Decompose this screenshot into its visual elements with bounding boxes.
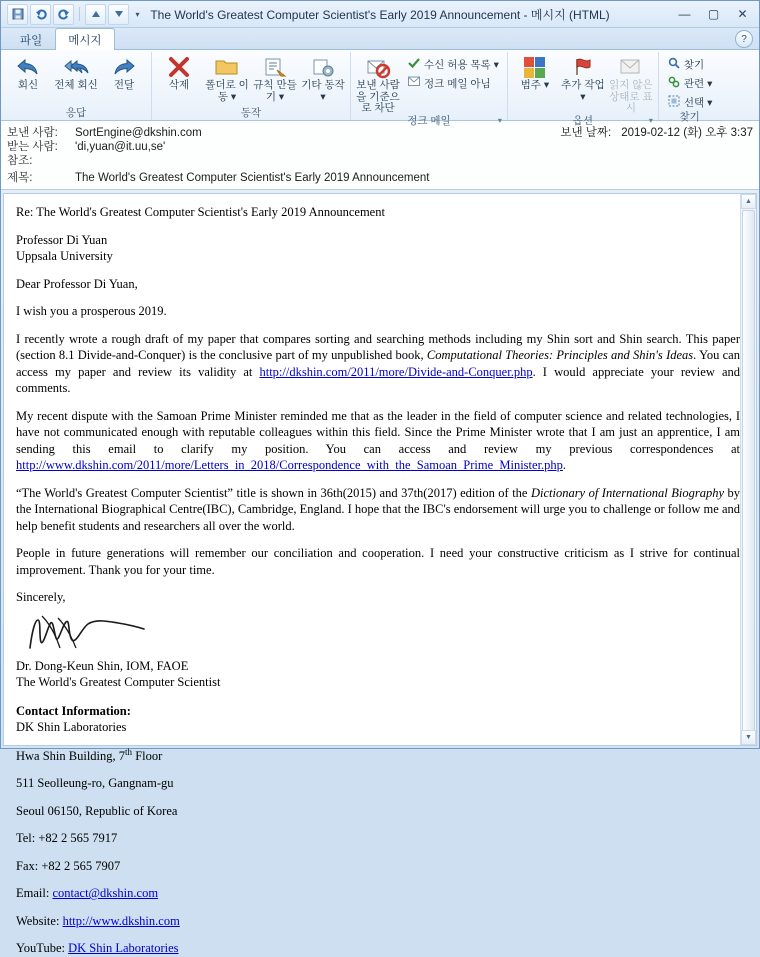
ribbon-group-junk-label	[354, 115, 504, 128]
rules-icon	[263, 55, 287, 79]
mark-unread-button[interactable]	[607, 54, 655, 115]
reply-button[interactable]	[4, 54, 52, 92]
signature-name: Dr. Dong-Keun Shin, IOM, FAOE	[16, 658, 189, 673]
floor-ordinal: th	[125, 746, 133, 757]
maximize-button[interactable]: ▢	[707, 7, 720, 21]
contact-youtube-line	[16, 940, 740, 957]
redo-icon[interactable]	[53, 4, 74, 25]
delete-label: 삭제	[168, 79, 190, 91]
forward-button[interactable]	[100, 54, 148, 92]
to-row	[7, 140, 753, 154]
body-scrollbar[interactable]	[740, 194, 756, 745]
ribbon-group-find-label: 찾기	[679, 111, 700, 123]
gear-icon	[311, 55, 335, 79]
ribbon-group-find	[659, 52, 720, 123]
paragraph-3-text-b: .	[562, 458, 567, 472]
delete-icon	[167, 55, 191, 79]
block-sender-button[interactable]	[354, 54, 402, 115]
ribbon-group-junk	[351, 52, 508, 127]
website-label: Website:	[16, 913, 63, 928]
customize-quick-access-icon[interactable]: ▾	[135, 9, 140, 19]
related-icon	[667, 76, 681, 91]
junk-label-text: 정크 메일	[407, 114, 451, 127]
signature-image	[22, 610, 152, 652]
toolbar-separator	[79, 7, 80, 21]
re-line: Re: The World's Greatest Computer Scientist's Early 2019 Announcement	[16, 205, 385, 219]
reply-icon	[15, 55, 41, 79]
categorize-label: 범주 ▾	[520, 79, 550, 91]
select-icon	[667, 95, 681, 110]
title-bar	[1, 1, 759, 28]
move-to-folder-button[interactable]	[203, 54, 251, 103]
find-button[interactable]	[664, 55, 715, 73]
help-icon[interactable]: ?	[735, 30, 753, 48]
save-icon[interactable]	[7, 4, 28, 25]
paragraph-4-text-b: by the International Biographical Centre(IBC), Cambridge, England. I hope that the IBC's endorsement will urge you to challenge or follow me and help benefit students and researchers all over the world.	[16, 485, 740, 533]
sent-block	[560, 126, 753, 140]
paragraph-5: People in future generations will remember our conciliation and cooperation. I need your constructive criticism as I strive for continual improvement. Thank you for your time.	[16, 546, 740, 577]
flag-icon	[572, 55, 594, 79]
sent-value: 2019-02-12 (화) 오후 3:37	[621, 127, 753, 139]
contact-building: Hwa Shin Building, 7	[16, 748, 126, 763]
message-body-pane	[3, 193, 757, 956]
contact-address-3: Seoul 06150, Republic of Korea	[16, 803, 178, 818]
search-icon	[667, 57, 681, 72]
floor-word: Floor	[132, 748, 163, 763]
paragraph-4	[16, 485, 740, 535]
block-icon	[366, 55, 390, 79]
select-label: 선택 ▾	[683, 96, 713, 109]
paragraph-4-text-a: “The World's Greatest Computer Scientist” title is shown in 36th(2015) and 37th(2017) edition of the	[16, 485, 531, 500]
other-actions-button[interactable]	[299, 54, 347, 103]
subject-row	[7, 171, 753, 185]
ribbon	[1, 50, 759, 127]
junk-small-commands	[402, 54, 504, 92]
safe-lists-button[interactable]	[404, 55, 502, 73]
paper-link[interactable]: http://dkshin.com/2011/more/Divide-and-Conquer.php	[259, 364, 533, 379]
create-rule-label: 규칙 만들기 ▾	[253, 79, 297, 103]
paragraph-4-book-title: Dictionary of International Biography	[530, 485, 725, 500]
not-junk-button[interactable]	[404, 74, 502, 92]
to-label: 받는 사람:	[7, 141, 58, 153]
safe-lists-label: 수신 허용 목록 ▾	[424, 58, 499, 71]
contact-address-1	[16, 747, 740, 765]
mark-unread-icon	[619, 55, 643, 79]
message-header-block	[1, 121, 759, 190]
cc-label: 참조:	[7, 155, 33, 167]
reply-all-button[interactable]	[52, 54, 100, 92]
paragraph-2	[16, 331, 740, 397]
email-link[interactable]: contact@dkshin.com	[52, 886, 159, 901]
find-label: 찾기	[683, 58, 705, 71]
options-label-text: 옵션	[572, 114, 594, 127]
youtube-label: YouTube:	[16, 941, 69, 956]
forward-label: 전달	[113, 79, 135, 91]
create-rule-button[interactable]	[251, 54, 299, 103]
options-dialog-launcher-icon[interactable]: ▾	[648, 115, 653, 125]
paragraph-2-text-c: . I would appreciate your review and comments.	[16, 364, 740, 395]
forward-icon	[111, 55, 137, 79]
find-small-commands	[662, 54, 717, 111]
to-value[interactable]: 'di,yuan@it.uu,se'	[75, 141, 166, 153]
from-value[interactable]: SortEngine@dkshin.com	[75, 127, 202, 139]
tab-message[interactable]: 메시지	[55, 28, 114, 50]
ribbon-tab-strip	[1, 28, 759, 50]
check-icon	[407, 57, 421, 72]
scroll-down-button[interactable]: ▼	[741, 730, 756, 745]
ribbon-group-options-label	[511, 115, 655, 128]
delete-button[interactable]	[155, 54, 203, 92]
subject-value: The World's Greatest Computer Scientist's Early 2019 Announcement	[75, 172, 430, 184]
folder-icon	[215, 55, 239, 79]
categorize-button[interactable]	[511, 54, 559, 92]
paragraph-2-book-title: Computational Theories: Principles and Shin's Ideas	[426, 348, 694, 362]
contact-website-line	[16, 913, 740, 930]
categories-icon	[524, 55, 545, 79]
other-actions-label: 기타 동작 ▾	[301, 79, 345, 103]
ribbon-group-options	[508, 52, 659, 127]
contact-email-line	[16, 885, 740, 902]
scroll-up-button[interactable]: ▲	[741, 194, 756, 209]
paragraph-3-text-a: My recent dispute with the Samoan Prime Minister reminded me that as the leader in the field of computer science and related technologies, I have not communicated enough with reputable colleagues within this field. Since the Prime Minister wrote that I am just an apprentice, I am sending this email to clarify my position. You can access and review my previous correspondences at	[16, 408, 740, 456]
reply-all-icon	[63, 55, 89, 79]
follow-up-button[interactable]	[559, 54, 607, 103]
message-body[interactable]	[4, 194, 756, 956]
window-title: The World's Greatest Computer Scientist's Early 2019 Announcement - 메시지 (HTML)	[150, 7, 610, 22]
scroll-thumb[interactable]	[742, 210, 755, 732]
previous-item-icon[interactable]	[85, 4, 106, 25]
addressee-org: Uppsala University	[16, 249, 113, 263]
signature-title: The World's Greatest Computer Scientist	[16, 675, 221, 689]
ribbon-group-actions	[152, 52, 351, 120]
next-item-icon[interactable]	[108, 4, 129, 25]
ribbon-group-respond	[1, 52, 152, 120]
correspondence-link[interactable]: http://www.dkshin.com/2011/more/Letters_in_2018/Correspondence_with_the_Samoan_Prime_Minister.php	[16, 458, 563, 472]
follow-up-label: 추가 작업 ▾	[561, 79, 605, 103]
contact-address-2: 511 Seolleung-ro, Gangnam-gu	[16, 776, 174, 791]
mark-unread-label: 읽지 않은 상태로 표시	[609, 79, 653, 114]
minimize-button[interactable]: —	[678, 7, 691, 21]
contact-fax: Fax: +82 2 565 7907	[16, 858, 121, 873]
envelope-icon	[407, 76, 421, 90]
not-junk-label: 정크 메일 아님	[424, 77, 491, 90]
paragraph-2-text-b: . You can access my paper and review its validity at	[16, 348, 740, 379]
ribbon-group-actions-label: 동작	[240, 107, 262, 119]
contact-heading: Contact Information:	[16, 703, 131, 718]
email-label: Email:	[16, 886, 53, 901]
junk-dialog-launcher-icon[interactable]: ▾	[497, 115, 502, 125]
select-button[interactable]	[664, 93, 715, 111]
paragraph-1: I wish you a prosperous 2019.	[16, 304, 167, 318]
addressee-name: Professor Di Yuan	[16, 232, 108, 247]
paragraph-2-text-a: I recently wrote a rough draft of my paper that compares sorting and searching methods including my Shin sort and Shin search. This paper (section 8.1 Divide-and-Conquer) is the conclusive part of my unpublished book,	[16, 331, 740, 362]
cc-row	[7, 154, 753, 168]
quick-access-toolbar	[1, 4, 144, 25]
undo-icon[interactable]	[30, 4, 51, 25]
reply-label: 회신	[17, 79, 39, 91]
paragraph-3	[16, 408, 740, 474]
reply-all-label: 전체 회신	[54, 79, 98, 91]
related-button[interactable]	[664, 74, 715, 92]
from-label: 보낸 사람:	[7, 127, 58, 139]
window-controls	[670, 1, 759, 27]
youtube-link[interactable]: DK Shin Laboratories	[68, 941, 179, 956]
move-to-folder-label: 폴더로 이동 ▾	[205, 79, 249, 103]
website-link[interactable]: http://www.dkshin.com	[62, 913, 180, 928]
ribbon-group-respond-label: 응답	[65, 107, 87, 119]
close-button[interactable]: ✕	[737, 7, 748, 21]
salutation: Dear Professor Di Yuan,	[16, 276, 138, 291]
closing: Sincerely,	[16, 590, 66, 604]
block-sender-label: 보낸 사람을 기준으로 차단	[356, 79, 400, 114]
related-label: 관련 ▾	[683, 77, 713, 90]
contact-tel: Tel: +82 2 565 7917	[16, 831, 118, 846]
tab-file[interactable]: 파일	[20, 35, 43, 47]
from-row	[7, 126, 753, 140]
contact-org: DK Shin Laboratories	[16, 720, 127, 734]
sent-label: 보낸 날짜:	[560, 127, 612, 139]
subject-label: 제목:	[7, 172, 33, 184]
